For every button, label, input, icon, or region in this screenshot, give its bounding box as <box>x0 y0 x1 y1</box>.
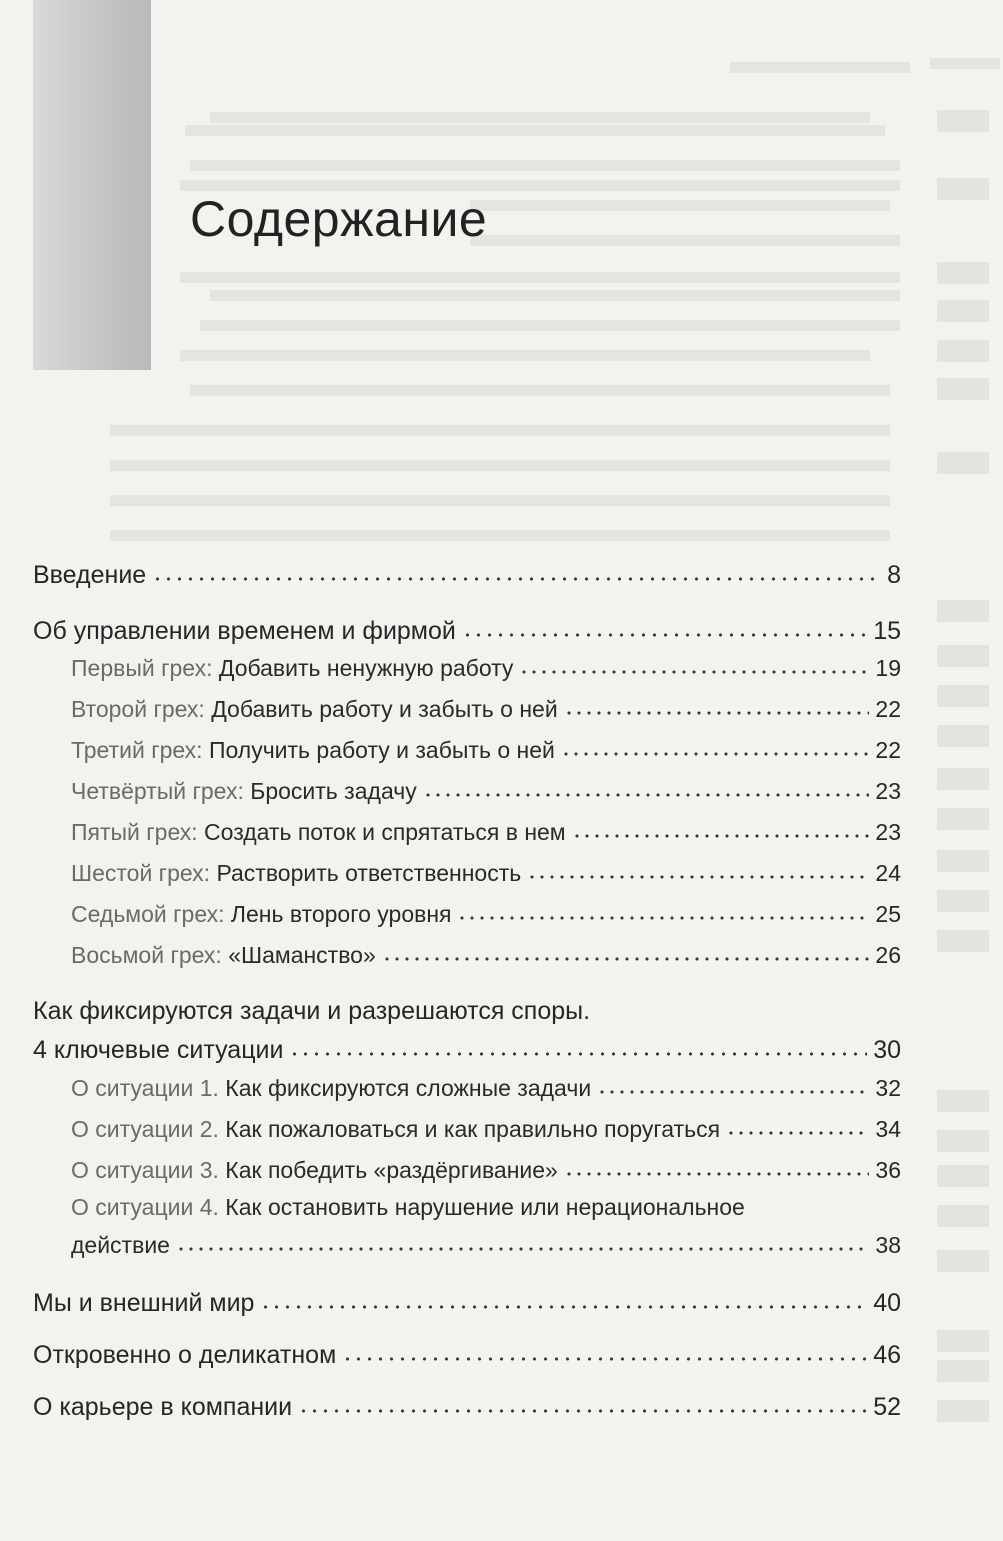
toc-page-number: 26 <box>875 942 901 968</box>
toc-entry-title: Лень второго уровня <box>230 901 452 927</box>
toc-entry-prefix: Второй грех: <box>71 696 205 722</box>
toc-entry-prefix: О ситуации 1. <box>71 1075 219 1101</box>
toc-page-number: 46 <box>873 1341 901 1369</box>
toc-entry-prefix: Седьмой грех: <box>71 901 225 927</box>
toc-entry-title: Растворить ответственность <box>216 860 522 886</box>
toc-entry-title: «Шаманство» <box>228 942 376 968</box>
toc-subentry[interactable] <box>71 817 901 846</box>
toc-page-number: 22 <box>875 737 901 763</box>
toc-entry-title-line1[interactable]: Как фиксируются задачи и разрешаются споры. <box>33 997 591 1025</box>
toc-entry-prefix: Третий грех: <box>71 737 203 763</box>
toc-subentry[interactable] <box>71 653 901 682</box>
dot-leader <box>527 857 869 880</box>
toc-page-number: 40 <box>873 1289 901 1317</box>
toc-entry-title: действие <box>71 1232 170 1258</box>
toc-entry-title: Получить работу и забыть о ней <box>208 737 555 763</box>
toc-subentry[interactable] <box>71 776 901 805</box>
toc-entry-title: Откровенно о деликатном <box>33 1341 337 1369</box>
dot-leader <box>342 1337 867 1362</box>
dot-leader <box>572 816 870 839</box>
toc-entry-title: О карьере в компании <box>33 1393 293 1421</box>
dot-leader <box>152 557 881 582</box>
toc-entry-prefix: Пятый грех: <box>71 819 198 845</box>
dot-leader <box>726 1113 869 1136</box>
toc-entry[interactable] <box>33 1033 901 1065</box>
dot-leader <box>260 1285 867 1310</box>
toc-entry-prefix: О ситуации 4. <box>71 1194 219 1220</box>
toc-entry-title: Бросить задачу <box>250 778 417 804</box>
toc-entry-prefix: О ситуации 3. <box>71 1157 219 1183</box>
dot-leader <box>597 1072 869 1095</box>
toc-page-number: 25 <box>875 901 901 927</box>
chapter-tab-marker <box>33 0 151 370</box>
dot-leader <box>564 693 870 716</box>
toc-entry-title-line1: Как остановить нарушение или нерациональное <box>225 1194 745 1220</box>
toc-page-number: 23 <box>875 819 901 845</box>
toc-entry-title: 4 ключевые ситуации <box>33 1036 284 1064</box>
toc-page-number: 22 <box>875 696 901 722</box>
toc-entry-title: Добавить ненужную работу <box>218 655 514 681</box>
dot-leader <box>176 1229 869 1252</box>
dot-leader <box>564 1154 870 1177</box>
toc-entry[interactable] <box>33 1338 901 1370</box>
page-title: Содержание <box>190 191 488 247</box>
toc-entry-title: Мы и внешний мир <box>33 1289 255 1317</box>
toc-entry-title: Об управлении временем и фирмой <box>33 617 456 645</box>
toc-subentry[interactable] <box>71 1230 901 1259</box>
dot-leader <box>462 613 867 638</box>
toc-entry-prefix: О ситуации 2. <box>71 1116 219 1142</box>
toc-page-number: 52 <box>873 1393 901 1421</box>
dot-leader <box>382 939 870 962</box>
toc-entry[interactable] <box>33 1286 901 1318</box>
toc-subentry[interactable] <box>71 858 901 887</box>
dot-leader <box>561 734 870 757</box>
toc-entry[interactable] <box>33 558 901 590</box>
dot-leader <box>519 652 869 675</box>
dot-leader <box>298 1389 867 1414</box>
dot-leader <box>457 898 869 921</box>
toc-entry-prefix: Первый грех: <box>71 655 213 681</box>
toc-entry-title: Создать поток и спрятаться в нем <box>204 819 566 845</box>
dot-leader <box>423 775 870 798</box>
toc-entry-prefix: Четвёртый грех: <box>71 778 244 804</box>
toc-page-number: 34 <box>875 1116 901 1142</box>
toc-page-number: 30 <box>873 1036 901 1064</box>
toc-page-number: 32 <box>875 1075 901 1101</box>
toc-entry-title: Добавить работу и забыть о ней <box>211 696 558 722</box>
toc-subentry[interactable] <box>71 1155 901 1184</box>
toc-page-number: 36 <box>875 1157 901 1183</box>
toc-entry[interactable] <box>33 614 901 646</box>
toc-page-number: 38 <box>875 1232 901 1258</box>
toc-entry-title: Как победить «раздёргивание» <box>225 1157 558 1183</box>
toc-entry-title: Введение <box>33 561 147 589</box>
toc-entry[interactable] <box>33 1390 901 1422</box>
toc-subentry[interactable] <box>71 694 901 723</box>
toc-subentry[interactable] <box>71 1073 901 1102</box>
toc-page-number: 8 <box>887 561 901 589</box>
toc-subentry[interactable] <box>71 940 901 969</box>
toc-page-number: 19 <box>875 655 901 681</box>
toc-entry-title: Как фиксируются сложные задачи <box>225 1075 592 1101</box>
toc-entry-prefix: Шестой грех: <box>71 860 211 886</box>
toc-entry-prefix: Восьмой грех: <box>71 942 222 968</box>
toc-subentry[interactable] <box>71 735 901 764</box>
toc-subentry[interactable] <box>71 899 901 928</box>
toc-subentry-line1[interactable] <box>71 1194 745 1221</box>
toc-subentry[interactable] <box>71 1114 901 1143</box>
toc-page-number: 15 <box>873 617 901 645</box>
toc-page-number: 24 <box>875 860 901 886</box>
toc-page-number: 23 <box>875 778 901 804</box>
toc-entry-title: Как пожаловаться и как правильно поругаться <box>225 1116 721 1142</box>
dot-leader <box>289 1032 867 1057</box>
